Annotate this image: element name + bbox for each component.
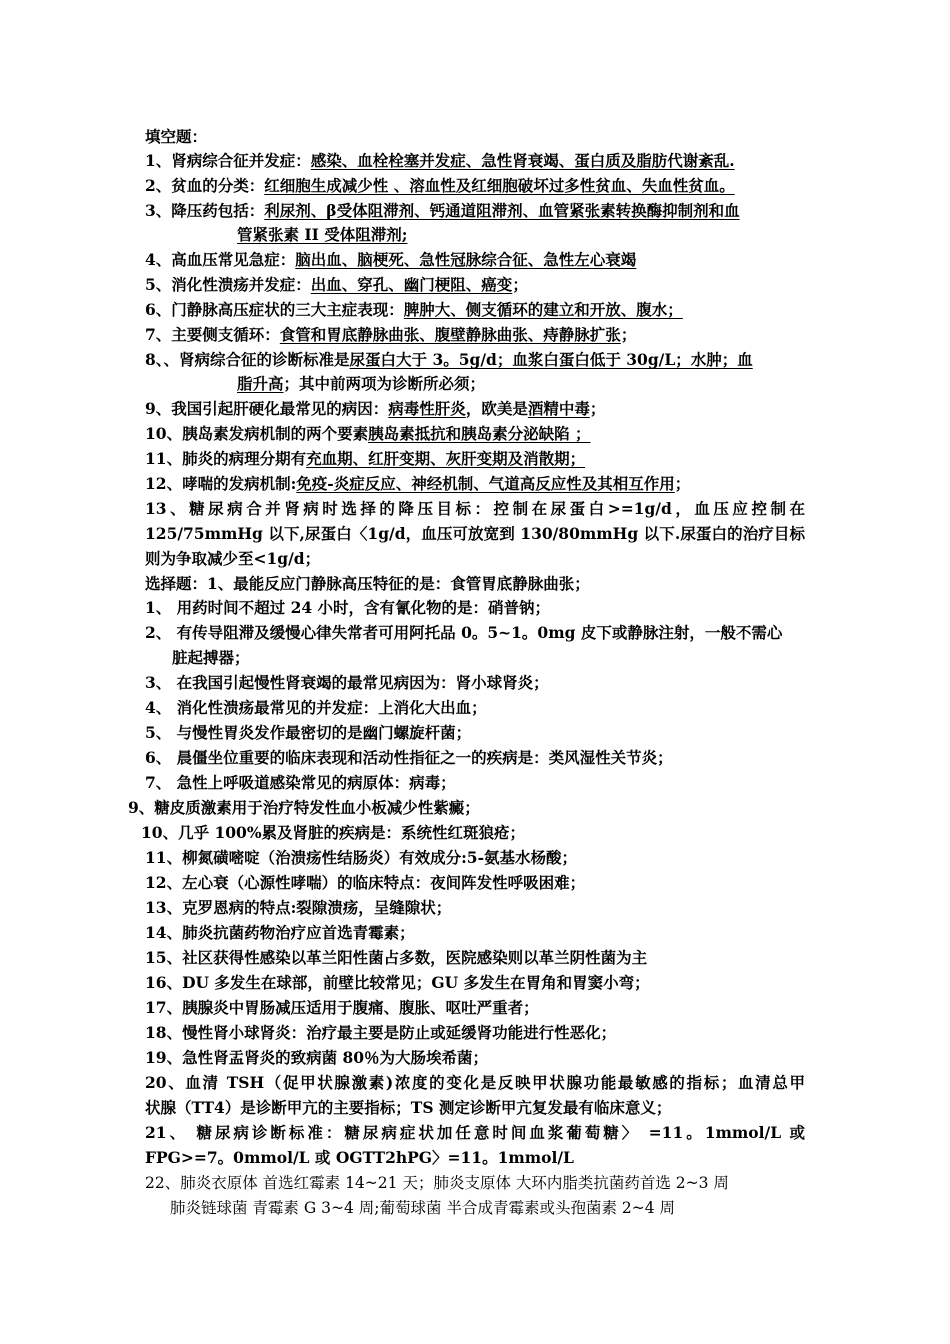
fill-item-13-line-2: 125/75mmHg 以下,尿蛋白〈1g/d，血压可放宽到 130/80mmHg 以下.尿蛋白的治疗目标 — [145, 524, 805, 543]
fill-item-3 — [145, 199, 740, 223]
choice-item: 11、柳氮磺嘧啶（治溃疡性结肠炎）有效成分:5-氨基水杨酸； — [145, 848, 578, 867]
choice-item: 10、几乎 100%累及肾脏的疾病是：系统性红斑狼疮； — [141, 823, 526, 842]
fill-item-12 — [145, 472, 690, 496]
fill-item-5 — [145, 273, 528, 297]
choice-item: 16、DU 多发生在球部，前壁比较常见；GU 多发生在胃角和胃窦小弯； — [145, 973, 650, 992]
item-answer: 脑出血、脑梗死、急性冠脉综合征、急性左心衰竭 — [295, 250, 637, 269]
choice-item: 22、肺炎衣原体 首选红霉素 14~21 天；肺炎支原体 大环内脂类抗菌药首选 2~3 周 — [145, 1174, 729, 1192]
item-label: 7、主要侧支循环： — [145, 325, 280, 344]
fill-item-8 — [145, 348, 753, 372]
fill-item-1 — [145, 149, 735, 173]
fill-item-4 — [145, 248, 636, 272]
choice-item: 20、血清 TSH（促甲状腺激素)浓度的变化是反映甲状腺功能最敏感的指标；血清总甲 — [145, 1073, 805, 1092]
choice-item: 4、 消化性溃疡最常见的并发症：上消化大出血； — [145, 698, 487, 717]
item-label: 11、肺炎的病理分期有 — [145, 449, 307, 468]
item-label: 6、门静脉高压症状的三大主症表现： — [145, 300, 404, 319]
choice-item: 6、 晨僵坐位重要的临床表现和活动性指征之一的疾病是：类风湿性关节炎； — [145, 748, 673, 767]
choice-heading: 选择题：1、最能反应门静脉高压特征的是：食管胃底静脉曲张； — [145, 574, 590, 593]
item-tail: ；其中前两项为诊断所必须； — [283, 374, 486, 393]
item-label: 4、高血压常见急症： — [145, 250, 296, 269]
item-answer: 感染、血栓栓塞并发症、急性肾衰竭、蛋白质及脂肪代谢紊乱. — [310, 151, 735, 170]
fill-item-11 — [145, 447, 585, 471]
item-tail: ； — [674, 474, 691, 493]
item-label: 5、消化性溃疡并发症： — [145, 275, 311, 294]
choice-item-continuation: FPG>=7。0mmol/L 或 OGTT2hPG〉=11。1mmol/L — [145, 1148, 574, 1167]
item-answer: 出血、穿孔、幽门梗阻、癌变 — [310, 275, 513, 294]
item-answer: 免疫-炎症反应、神经机制、气道高反应性及其相互作用 — [296, 474, 675, 493]
item-answer: 充血期、红肝变期、灰肝变期及消散期； — [306, 449, 586, 468]
item-tail: ； — [512, 275, 528, 294]
choice-item: 18、慢性肾小球肾炎：治疗最主要是防止或延缓肾功能进行性恶化； — [145, 1023, 617, 1042]
choice-item-continuation: 肺炎链球菌 青霉素 G 3~4 周;葡萄球菌 半合成青霉素或头孢菌素 2~4 周 — [170, 1199, 676, 1217]
fill-item-7 — [145, 323, 636, 347]
item-answer: 尿蛋白大于 3。5g/d；血浆白蛋白低于 30g/L；水肿；血 — [349, 350, 753, 369]
choice-item: 12、左心衰（心源性哮喘）的临床特点：夜间阵发性呼吸困难； — [145, 873, 586, 892]
choice-item: 14、肺炎抗菌药物治疗应首选青霉素； — [145, 923, 415, 942]
item-label: 8、、肾病综合征的诊断标准是 — [145, 350, 350, 369]
choice-item: 5、 与慢性胃炎发作最密切的是幽门螺旋杆菌； — [145, 723, 472, 742]
choice-item: 9、糖皮质激素用于治疗特发性血小板减少性紫癜； — [128, 798, 480, 817]
fill-item-13: 13、糖尿病合并肾病时选择的降压目标：控制在尿蛋白>=1g/d，血压应控制在 — [145, 499, 805, 518]
fill-in-heading: 填空题： — [145, 127, 208, 146]
choice-item-continuation: 脏起搏器； — [172, 648, 250, 667]
item-answer: 食管和胃底静脉曲张、腹壁静脉曲张、痔静脉扩张 — [279, 325, 621, 344]
item-answer: 红细胞生成减少性 、溶血性及红细胞破坏过多性贫血、失血性贫血。 — [264, 176, 735, 195]
fill-item-8-continuation — [237, 372, 485, 396]
choice-item: 19、急性肾盂肾炎的致病菌 80％为大肠埃希菌； — [145, 1048, 489, 1067]
item-answer: 胰岛素抵抗和胰岛素分泌缺陷 ； — [368, 424, 591, 443]
fill-item-3-continuation — [237, 223, 408, 247]
item-answer: 管紧张素 II 受体阻滞剂; — [237, 225, 408, 244]
item-label: 3、降压药包括： — [145, 201, 265, 220]
item-answer: 酒精中毒 — [527, 399, 590, 418]
item-answer: 脾肿大、侧支循环的建立和开放、腹水； — [403, 300, 683, 319]
item-tail: ； — [589, 399, 606, 418]
item-label: 12、哮喘的发病机制: — [145, 474, 297, 493]
fill-item-9 — [145, 397, 605, 421]
choice-item: 21、 糖尿病诊断标准：糖尿病症状加任意时间血浆葡萄糖〉 =11。1mmol/L 或 — [145, 1123, 805, 1142]
item-label: 10、胰岛素发病机制的两个要素 — [145, 424, 369, 443]
choice-item: 13、克罗恩病的特点:裂隙溃疡，呈缝隙状； — [145, 898, 452, 917]
choice-item-continuation: 状腺（TT4）是诊断甲亢的主要指标；TS 测定诊断甲亢复发最有临床意义； — [145, 1098, 672, 1117]
choice-item: 7、 急性上呼吸道感染常见的病原体：病毒； — [145, 773, 456, 792]
item-answer: 病毒性肝炎 — [388, 399, 466, 418]
item-label: 2、贫血的分类： — [145, 176, 265, 195]
choice-item: 2、 有传导阻滞及缓慢心律失常者可用阿托品 0。5~1。0mg 皮下或静脉注射，一般不需心 — [145, 623, 783, 642]
item-label: 1、肾病综合征并发症： — [145, 151, 311, 170]
item-mid: ，欧美是 — [465, 399, 528, 418]
choice-item: 15、社区获得性感染以革兰阳性菌占多数，医院感染则以革兰阴性菌为主 — [145, 948, 648, 967]
fill-item-13-line-3: 则为争取减少至<1g/d； — [145, 549, 321, 568]
choice-item: 17、胰腺炎中胃肠减压适用于腹痛、腹胀、呕吐严重者； — [145, 998, 539, 1017]
item-answer: 脂升高 — [237, 374, 284, 393]
fill-item-6 — [145, 298, 683, 322]
choice-item: 3、 在我国引起慢性肾衰竭的最常见病因为：肾小球肾炎； — [145, 673, 549, 692]
item-answer: 利尿剂、β受体阻滞剂、钙通道阻滞剂、血管紧张素转换酶抑制剂和血 — [264, 201, 740, 220]
fill-item-2 — [145, 174, 735, 198]
item-label: 9、我国引起肝硬化最常见的病因： — [145, 399, 389, 418]
fill-item-10 — [145, 422, 590, 446]
item-tail: ； — [620, 325, 637, 344]
choice-item: 1、 用药时间不超过 24 小时，含有氰化物的是：硝普钠； — [145, 598, 551, 617]
